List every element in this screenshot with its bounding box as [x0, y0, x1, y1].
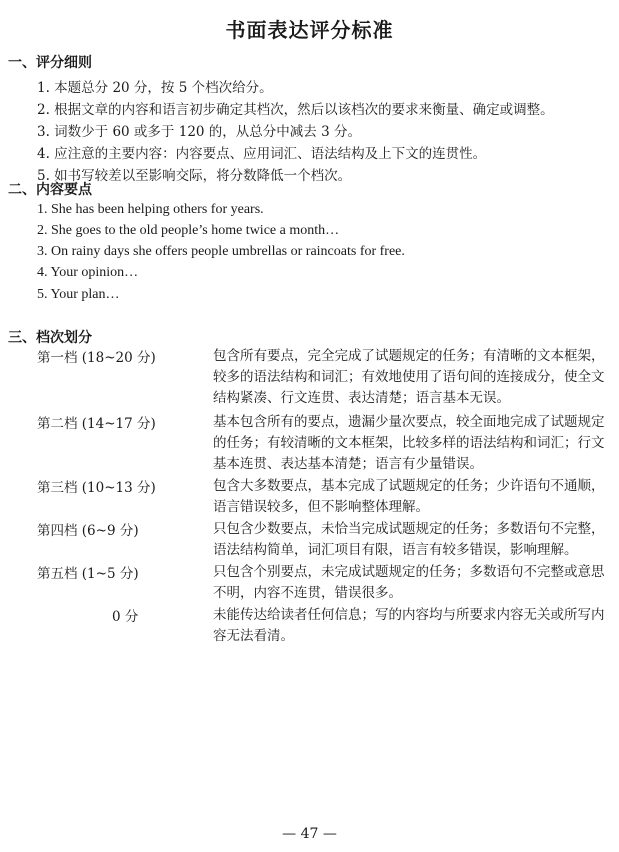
grade-label: 第五档 (1~5 分): [37, 566, 139, 582]
grade-label: 0 分: [112, 609, 139, 625]
grade-description: 包含所有要点，完全完成了试题规定的任务；有清晰的文本框架，较多的语法结构和词汇；有效地使用了语句间的连接成分，使全文结构紧凑、行文连贯、表达清楚；语言基本无误。: [213, 348, 605, 406]
section-heading-grade-levels: 三、档次划分: [8, 330, 92, 346]
grade-label: 第四档 (6~9 分): [37, 523, 139, 539]
grade-label: 第二档 (14~17 分): [37, 416, 156, 432]
section-heading-content-points: 二、内容要点: [8, 182, 92, 198]
list-item: 3. 词数少于 60 或多于 120 的，从总分中减去 3 分。: [37, 124, 361, 140]
list-item: 5. 如书写较差以至影响交际，将分数降低一个档次。: [37, 168, 352, 184]
grade-description: 基本包含所有的要点，遗漏少量次要点，较全面地完成了试题规定的任务；有较清晰的文本框架，比较多样的语法结构和词汇；行文基本连贯、表达基本清楚；语言有少量错误。: [213, 414, 605, 472]
grade-description: 未能传达给读者任何信息；写的内容均与所要求内容无关或所写内容无法看清。: [213, 607, 605, 644]
grade-description: 包含大多数要点，基本完成了试题规定的任务；少许语句不通顺，语言错误较多，但不影响整体理解。: [213, 478, 605, 515]
list-item: 4. 应注意的主要内容：内容要点、应用词汇、语法结构及上下文的连贯性。: [37, 146, 487, 162]
grade-label: 第一档 (18~20 分): [37, 350, 156, 366]
list-item: 2. 根据文章的内容和语言初步确定其档次，然后以该档次的要求来衡量、确定或调整。: [37, 102, 554, 118]
list-item: 1. She has been helping others for years.: [37, 202, 264, 217]
list-item: 2. She goes to the old people’s home twice a month…: [37, 223, 340, 238]
grade-description: 只包含个别要点，未完成试题规定的任务；多数语句不完整或意思不明，内容不连贯，错误很多。: [213, 564, 605, 601]
list-item: 4. Your opinion…: [37, 265, 139, 280]
list-item: 3. On rainy days she offers people umbrellas or raincoats for free.: [37, 244, 405, 259]
grade-description: 只包含少数要点，未恰当完成试题规定的任务；多数语句不完整，语法结构简单，词汇项目有限，语言有较多错误，影响理解。: [213, 521, 605, 558]
grade-label: 第三档 (10~13 分): [37, 480, 156, 496]
page-number: — 47 —: [282, 826, 337, 842]
page-title: 书面表达评分标准: [225, 18, 394, 42]
section-heading-scoring-rules: 一、评分细则: [8, 55, 92, 71]
list-item: 1. 本题总分 20 分，按 5 个档次给分。: [37, 80, 273, 96]
list-item: 5. Your plan…: [37, 287, 120, 302]
